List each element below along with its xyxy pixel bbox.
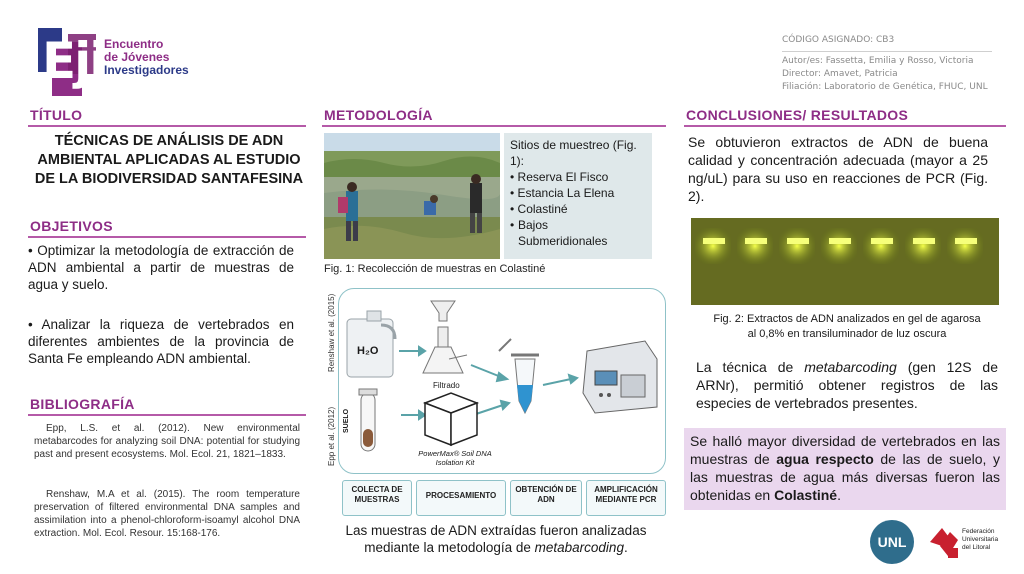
authors-label: Autor/es: Fassetta, Emilia y Rosso, Victoria bbox=[782, 56, 974, 66]
result-paragraph-2: La técnica de metabarcoding (gen 12S de ARNr), permitió obtener registros de las especies de vertebrados presentes. bbox=[696, 359, 999, 411]
federacion-emblem-icon bbox=[928, 522, 962, 562]
bibliografia-heading: BIBLIOGRAFÍA bbox=[30, 396, 135, 412]
metodologia-rule bbox=[322, 125, 666, 127]
filtrado-label: Filtrado bbox=[433, 381, 460, 390]
conclusiones-rule bbox=[684, 125, 1006, 127]
reference-1: Epp, L.S. et al. (2012). New environmental metabarcodes for analyzing soil DNA: potential for studying past and present ecosystems. Mol. Ecol. 21, 1821–1833. bbox=[34, 423, 300, 460]
ref-epp-label: Epp et al. (2012) bbox=[327, 406, 336, 466]
workflow-steps bbox=[342, 480, 666, 516]
objective-item-1: • Optimizar la metodología de extracción de ADN ambiental a partir de muestras de agua y suelo. bbox=[28, 243, 294, 292]
unl-logo bbox=[870, 520, 914, 564]
federacion-logo bbox=[928, 520, 1018, 564]
reference-2: Renshaw, M.A et al. (2015). The room temperature preservation of filtered environmental DNA samples and assimilation into a phenol-chloroform-isoamyl alcohol DNA extraction. Mol. Ecol. Resour. 15:168-176. bbox=[34, 489, 300, 539]
logo-line3: Investigadores bbox=[104, 63, 189, 77]
fed-line1: Federación bbox=[962, 528, 995, 535]
workflow-diagram bbox=[338, 288, 666, 474]
metodologia-heading: METODOLOGÍA bbox=[324, 107, 433, 123]
site-item-3: • Colastiné bbox=[510, 202, 568, 216]
sites-title: Sitios de muestreo (Fig. 1): bbox=[510, 138, 637, 168]
fig2-caption: Fig. 2: Extractos de ADN analizados en gel de agarosa al 0,8% en transiluminador de luz oscura bbox=[713, 313, 981, 340]
conclusiones-heading: CONCLUSIONES/ RESULTADOS bbox=[686, 107, 909, 123]
objetivos-rule bbox=[28, 236, 306, 238]
unl-text: UNL bbox=[877, 534, 907, 550]
objetivos-heading: OBJETIVOS bbox=[30, 218, 113, 234]
site-item-4: • Bajos Submeridionales bbox=[510, 218, 608, 248]
kit-label: PowerMax® Soil DNA Isolation Kit bbox=[418, 449, 492, 467]
step-amplificacion: AMPLIFICACIÓN MEDIANTE PCR bbox=[586, 480, 666, 516]
methodology-summary bbox=[318, 522, 674, 556]
suelo-label: SUELO bbox=[343, 408, 350, 433]
step-obtencion: OBTENCIÓN DE ADN bbox=[510, 480, 582, 516]
soil-tube-icon bbox=[359, 389, 377, 451]
logo-line1: Encuentro bbox=[104, 37, 164, 51]
fig1-caption: Fig. 1: Recolección de muestras en Colastiné bbox=[324, 263, 546, 275]
bibliografia-rule bbox=[28, 414, 306, 416]
titulo-heading: TÍTULO bbox=[30, 107, 83, 123]
header-meta bbox=[782, 34, 1018, 94]
fig1-photo bbox=[324, 133, 500, 259]
code-label: CÓDIGO ASIGNADO: CB3 bbox=[782, 35, 895, 45]
titulo-rule bbox=[28, 125, 306, 127]
fed-line2: Universitaria bbox=[962, 536, 999, 543]
summary-text: Las muestras de ADN extraídas fueron analizadas mediante la metodología de metabarcoding. bbox=[345, 523, 647, 555]
logo-line2: de Jóvenes bbox=[104, 50, 170, 64]
site-item-1: • Reserva El Fisco bbox=[510, 170, 609, 184]
kit-box-icon bbox=[425, 393, 477, 445]
pcr-machine-icon bbox=[583, 341, 657, 413]
affiliation-label: Filiación: Laboratorio de Genética, FHUC, UNL bbox=[782, 82, 988, 92]
ref-renshaw-label: Renshaw et al. (2015) bbox=[327, 293, 336, 372]
filter-flask-icon bbox=[423, 301, 467, 373]
poster-title: TÉCNICAS DE ANÁLISIS DE ADN AMBIENTAL APLICADAS AL ESTUDIO DE LA BIODIVERSIDAD SANTAFESINA bbox=[34, 133, 304, 187]
eji-logo bbox=[34, 26, 204, 98]
sites-box bbox=[504, 133, 652, 259]
step-procesamiento: PROCESAMIENTO bbox=[416, 480, 506, 516]
site-item-2: • Estancia La Elena bbox=[510, 186, 615, 200]
step-colecta: COLECTA DE MUESTRAS bbox=[342, 480, 412, 516]
objective-item-2: • Analizar la riqueza de vertebrados en diferentes ambientes de la provincia de Santa Fe empleando ADN ambiental. bbox=[28, 317, 294, 366]
logo-letters: Eji bbox=[42, 32, 105, 90]
fed-line3: del Litoral bbox=[962, 544, 991, 551]
water-jug-icon bbox=[347, 311, 395, 377]
h2o-label: H₂O bbox=[357, 345, 379, 357]
result-paragraph-1: Se obtuvieron extractos de ADN de buena calidad y concentración adecuada (mayor a 25 ng/uL) para su uso en reacciones de PCR (Fig. 2). bbox=[688, 134, 988, 204]
director-label: Director: Amavet, Patricia bbox=[782, 69, 898, 79]
result-paragraph-3: Se halló mayor diversidad de vertebrados en las muestras de agua respecto de las de suelo, y las muestras de agua más diversas fueron las obtenidas en Colastiné. bbox=[690, 433, 1000, 503]
fig2-gel-photo bbox=[691, 218, 999, 305]
